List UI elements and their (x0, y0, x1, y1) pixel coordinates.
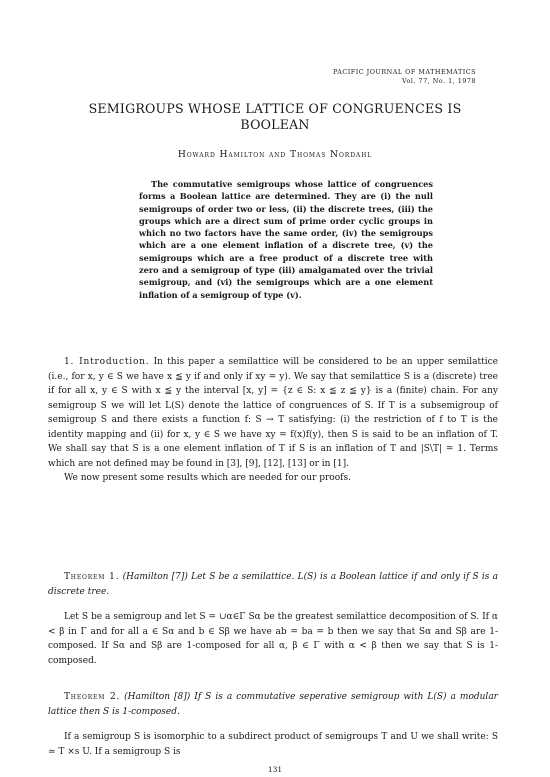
subdirect-paragraph (48, 730, 498, 759)
page-number: 131 (267, 765, 283, 774)
section-introduction (48, 355, 498, 486)
journal-volume: Vol. 77, No. 1, 1978 (402, 77, 476, 85)
theorem-2-paragraph (48, 690, 498, 719)
theorem-2-text: (Hamilton [8]) If S is a commutative seperative semigroup with L(S) a modular lattice then S is 1-composed. (48, 692, 498, 717)
intro-paragraph-2: We now present some results which are needed for our proofs. (64, 473, 351, 483)
theorem-1 (48, 570, 498, 599)
decomposition-text: Let S be a semigroup and let S = ∪α∈Γ Sα be the greatest semilattice decomposition of S. If α < β in Γ and for all a ∈ Sα and b ∈ Sβ we have ab = ba = b then we say that Sα and Sβ are 1-composed. If Sα and Sβ are 1-composed for all α, β ∈ Γ with α < β then we say that S is 1-composed. (48, 612, 498, 666)
section-heading: 1. Introduction. (64, 357, 150, 367)
theorem-2-label: Theorem 2. (64, 692, 121, 702)
intro-paragraph (48, 355, 498, 471)
journal-name: PACIFIC JOURNAL OF MATHEMATICS (333, 68, 476, 76)
theorem-1-label: Theorem 1. (64, 572, 120, 582)
theorem-2 (48, 690, 498, 719)
paper-title: SEMIGROUPS WHOSE LATTICE OF CONGRUENCES IS BOOLEAN (88, 101, 462, 132)
decomposition-paragraph (48, 610, 498, 668)
abstract: The commutative semigroups whose lattice of congruences forms a Boolean lattice are determined. They are (i) the null semigroups of order two or less, (ii) the discrete trees, (iii) the groups which are a direct sum of prime order cyclic groups in which no two factors have the same order, (iv) the semigroups which are a one element inflation of a discrete tree, (v) the semigroups which are a free product of a discrete tree with zero and a semigroup of type (iii) amalgamated over the trivial semigroup, and (vi) the semigroups which are a one element inflation of a semigroup of type (v). (139, 179, 433, 300)
paper-authors: Howard Hamilton and Thomas Nordahl (177, 149, 373, 160)
theorem-1-paragraph (48, 570, 498, 599)
subdirect-text: If a semigroup S is isomorphic to a subdirect product of semigroups T and U we shall write: S ≃ T ×s U. If a semigroup S is (48, 732, 498, 757)
intro-paragraph-text: In this paper a semilattice will be considered to be an upper semilattice (i.e., for x, y ∈ S we have x ≦ y if and only if xy = y). We say that semilattice S is a (discrete) tree if for all x, y ∈ S with x ≦ y the interval [x, y] = {z ∈ S: x ≦ z ≦ y} is a (finite) chain. For any semigroup S we will let L(S) denote the lattice of congruences of S. If T is a subsemigroup of semigroup S and there exists a function f: S → T satisfying: (i) the restriction of f to T is the identity mapping and (ii) for x, y ∈ S we have xy = f(x)f(y), then S is said to be an inflation of T. We shall say that S is a one element inflation of T if S is an inflation of T and |S\T| = 1. Terms which are not defined may be found in [3], [9], [12], [13] or in [1]. (48, 357, 498, 469)
journal-header (333, 68, 476, 86)
theorem-1-text: (Hamilton [7]) Let S be a semilattice. L(S) is a Boolean lattice if and only if S is a discrete tree. (48, 572, 498, 597)
